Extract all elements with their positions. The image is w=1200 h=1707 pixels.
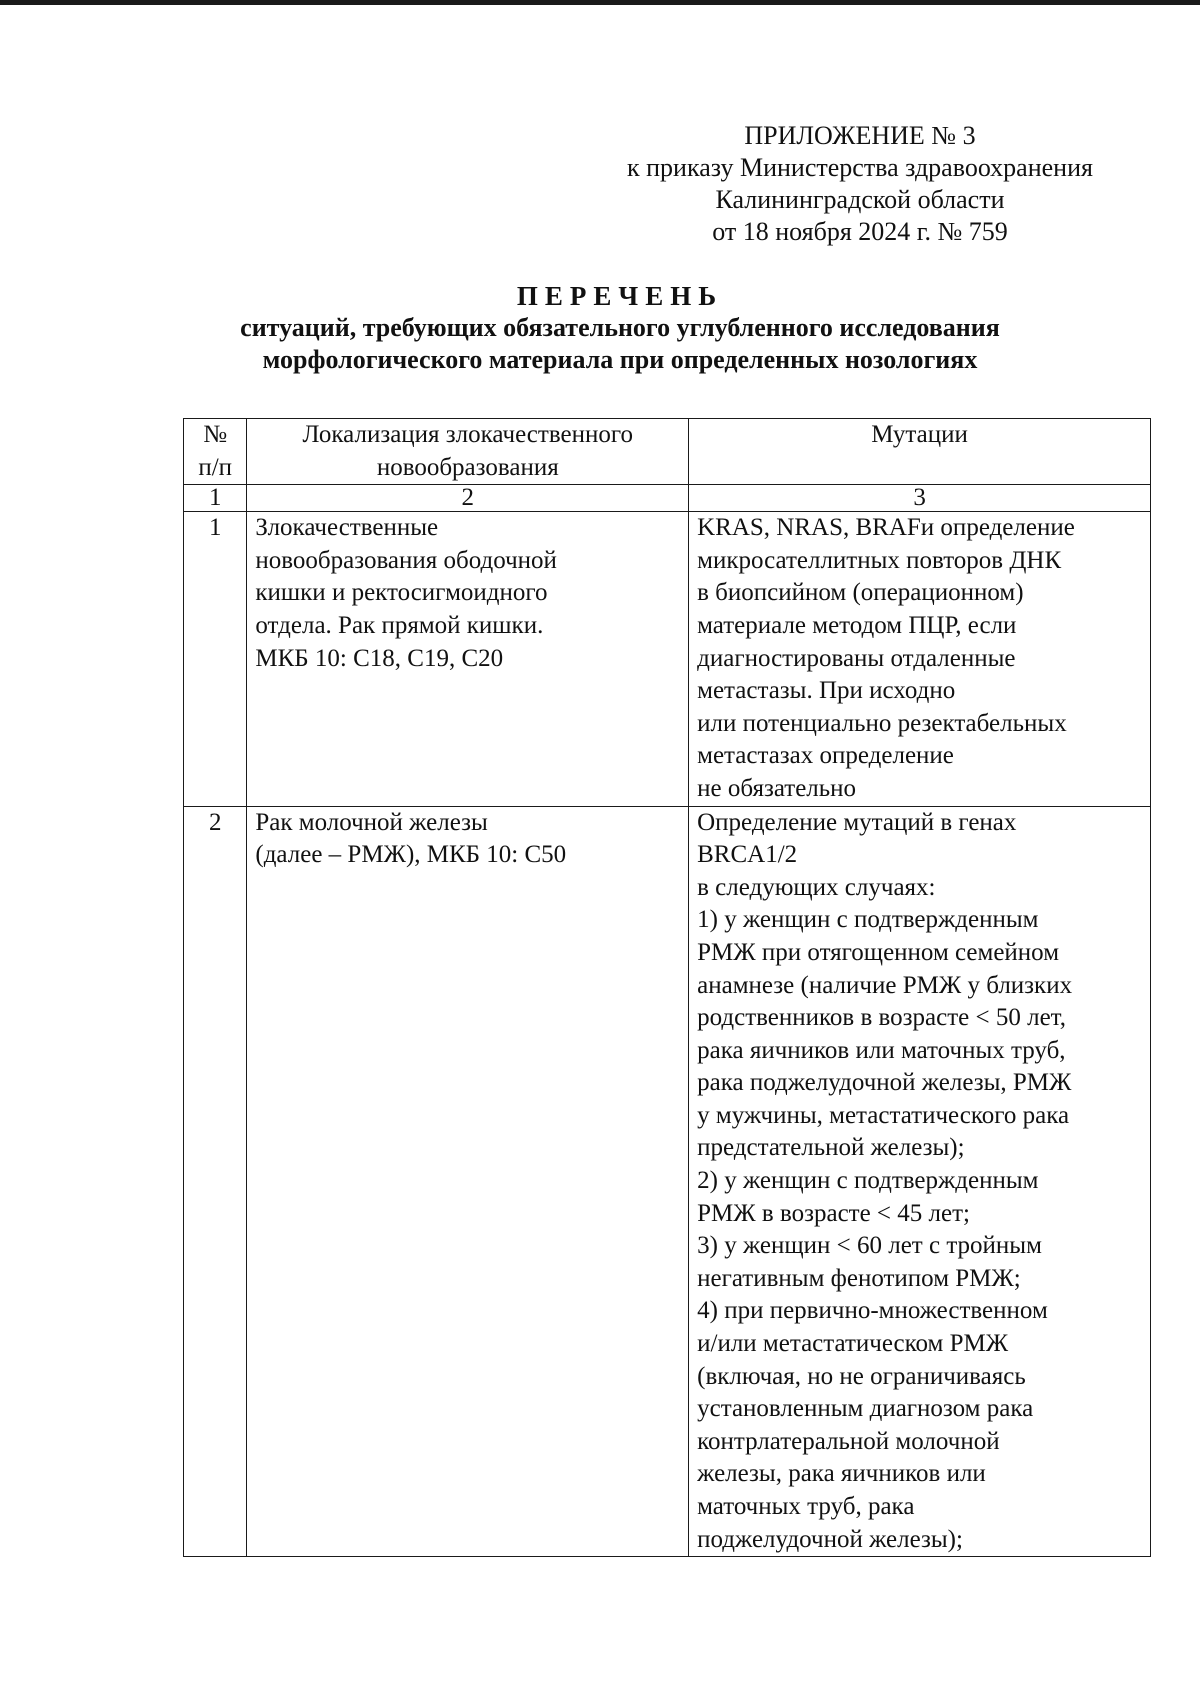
cell-line: у мужчины, метастатического рака [697, 1101, 1070, 1129]
appendix-line: от 18 ноября 2024 г. № 759 [712, 217, 1008, 246]
cell-line: 4) при первично-множественном [697, 1297, 1048, 1325]
title-line: морфологического материала при определенных нозологиях [262, 345, 978, 374]
header-mutations [689, 419, 1151, 485]
row-localization [247, 806, 689, 1557]
appendix-line: к приказу Министерства здравоохранения [627, 153, 1093, 182]
row-localization [247, 512, 689, 806]
situations-table [183, 418, 1151, 1557]
title-word: ПЕРЕЧЕНЬ [516, 281, 724, 311]
cell-line: 1) у женщин с подтвержденным [697, 906, 1039, 934]
row-number: 1 [184, 512, 247, 806]
cell-line: негативным фенотипом РМЖ; [697, 1264, 1021, 1292]
cell-line: 2) у женщин с подтвержденным [697, 1167, 1039, 1195]
cell-line: BRCA1/2 [697, 841, 798, 869]
cell-line: в следующих случаях: [697, 873, 936, 901]
table-index-row [184, 485, 1151, 512]
table-row [184, 806, 1151, 1557]
cell-line: Рак молочной железы [255, 808, 488, 836]
header-localization-line: новообразования [376, 453, 559, 481]
row-number: 2 [184, 806, 247, 1557]
cell-line: (включая, но не ограничиваясь [697, 1362, 1026, 1390]
cell-line: метастазах определение [697, 742, 954, 770]
cell-line: новообразования ободочной [255, 546, 557, 574]
document-title [120, 280, 1120, 376]
header-num [184, 419, 247, 485]
cell-line: рака яичников или маточных труб, [697, 1036, 1066, 1064]
cell-line: метастазы. При исходно [697, 677, 956, 705]
cell-line: родственников в возрасте < 50 лет, [697, 1004, 1066, 1032]
cell-line: диагностированы отдаленные [697, 644, 1016, 672]
cell-line: микросателлитных повторов ДНК [697, 546, 1062, 574]
cell-line: анамнезе (наличие РМЖ у близких [697, 971, 1073, 999]
cell-line: материале методом ПЦР, если [697, 611, 1017, 639]
cell-line: маточных труб, рака [697, 1493, 915, 1520]
appendix-line: ПРИЛОЖЕНИЕ № 3 [744, 121, 976, 150]
cell-line: поджелудочной железы); [697, 1525, 963, 1553]
cell-line: установленным диагнозом рака [697, 1395, 1034, 1423]
cell-line: железы, рака яичников или [697, 1460, 986, 1488]
header-num-line: п/п [198, 453, 233, 481]
cell-line: в биопсийном (операционном) [697, 579, 1024, 607]
cell-line: KRAS, NRAS, BRAFи определение [697, 514, 1075, 542]
cell-line: отдела. Рак прямой кишки. [255, 611, 544, 639]
cell-line: не обязательно [697, 774, 857, 802]
column-index: 3 [689, 485, 1151, 512]
cell-line: Злокачественные [255, 514, 439, 542]
appendix-line: Калининградской области [715, 185, 1005, 214]
cell-line: или потенциально резектабельных [697, 709, 1067, 737]
cell-line: контрлатеральной молочной [697, 1427, 1000, 1455]
header-mutations-line: Мутации [871, 421, 968, 448]
column-index: 1 [184, 485, 247, 512]
table-header-row [184, 419, 1151, 485]
header-localization [247, 419, 689, 485]
row-mutations [689, 806, 1151, 1557]
cell-line: рака поджелудочной железы, РМЖ [697, 1069, 1072, 1097]
title-line: ситуаций, требующих обязательного углубленного исследования [240, 313, 1000, 342]
cell-line: предстательной железы); [697, 1134, 965, 1162]
cell-line: МКБ 10: С18, С19, С20 [255, 644, 504, 672]
cell-line: 3) у женщин < 60 лет с тройным [697, 1232, 1042, 1260]
column-index: 2 [247, 485, 689, 512]
table-row [184, 512, 1151, 806]
cell-line: кишки и ректосигмоидного [255, 579, 548, 607]
header-localization-line: Локализация злокачественного [302, 421, 633, 448]
cell-line: РМЖ при отягощенном семейном [697, 938, 1060, 966]
header-num-line: № [203, 421, 228, 448]
cell-line: (далее – РМЖ), МКБ 10: С50 [255, 841, 567, 869]
row-mutations [689, 512, 1151, 806]
cell-line: Определение мутаций в генах [697, 808, 1017, 836]
cell-line: РМЖ в возрасте < 45 лет; [697, 1199, 970, 1227]
cell-line: и/или метастатическом РМЖ [697, 1330, 1009, 1358]
scan-top-edge [0, 0, 1200, 5]
appendix-header [560, 120, 1160, 248]
